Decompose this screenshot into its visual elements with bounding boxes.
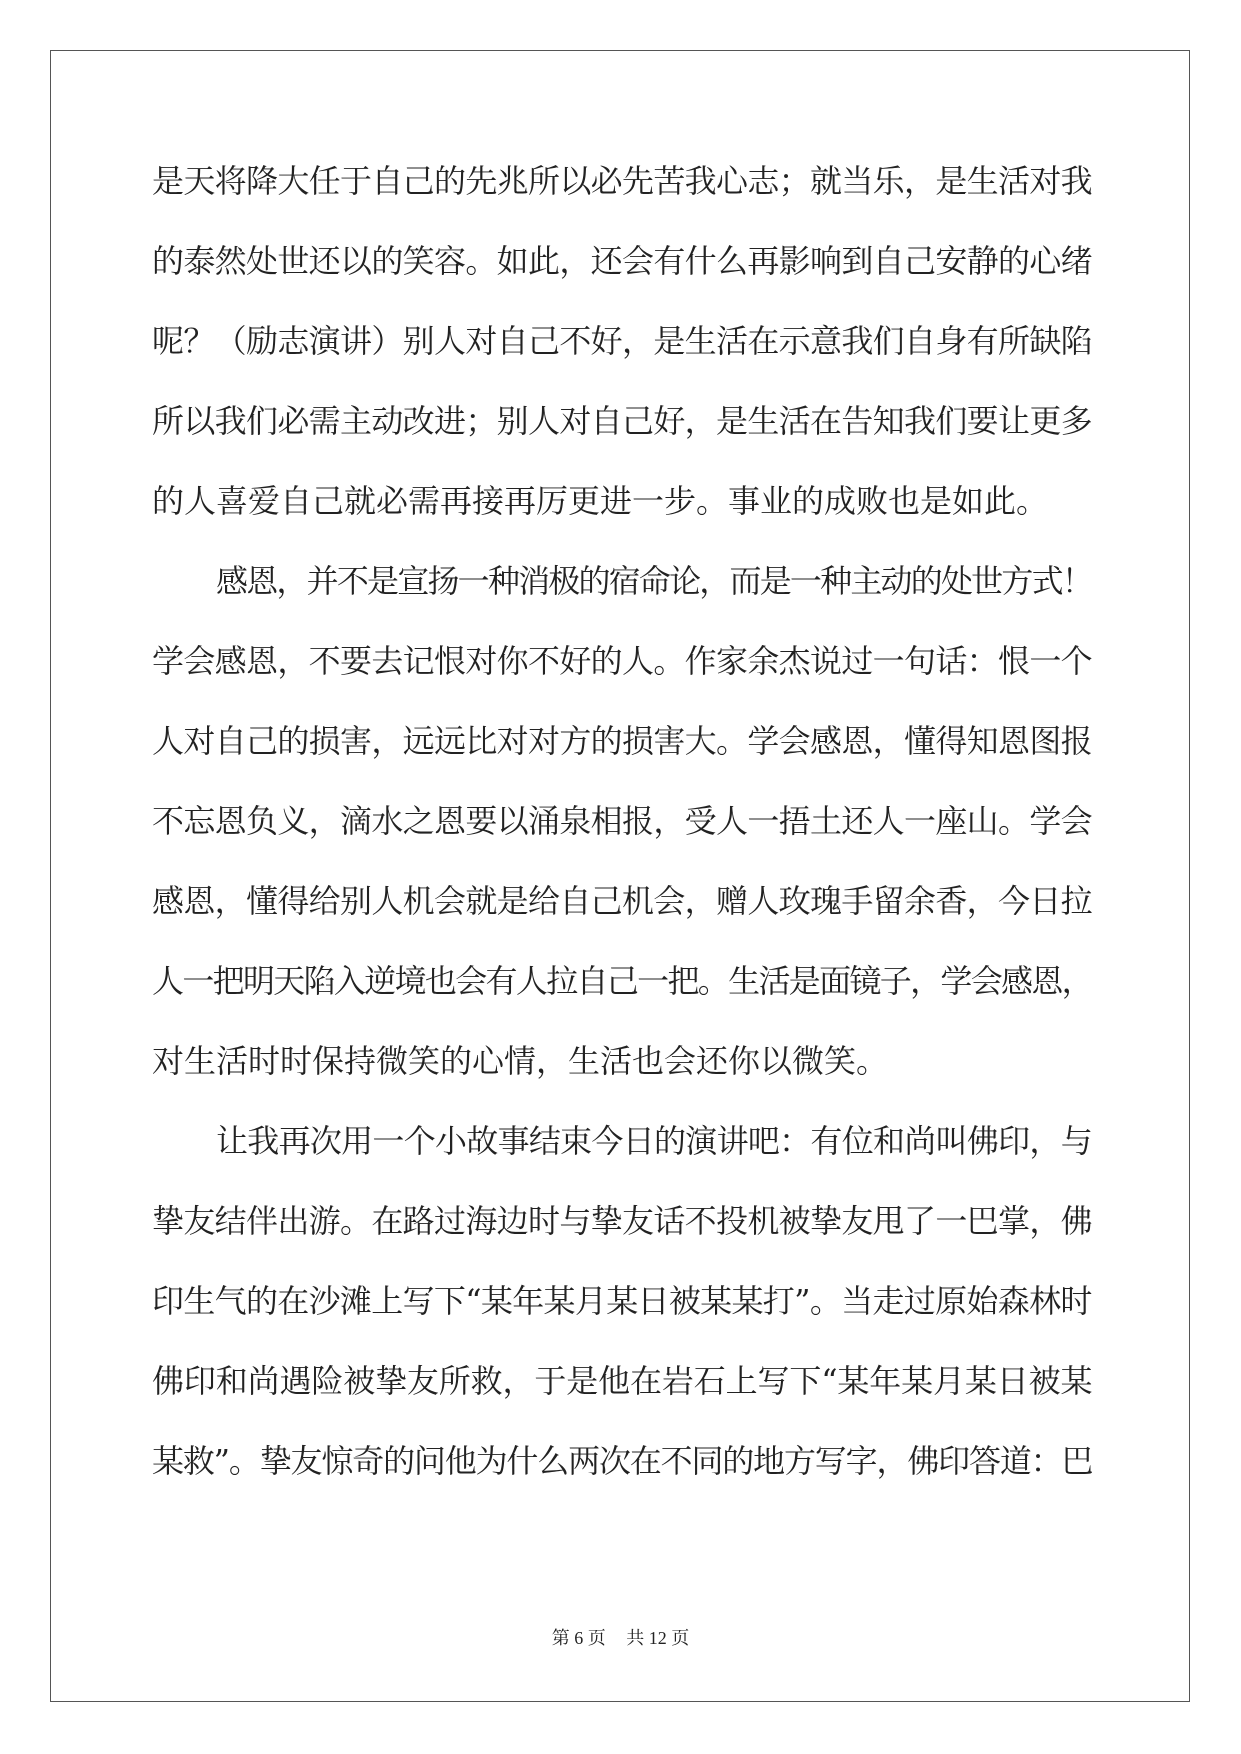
text-line: 的人喜爱自己就必需再接再厉更进一步。事业的成败也是如此。 bbox=[152, 482, 1049, 520]
text-line: 的泰然处世还以的笑容。如此，还会有什么再影响到自己安静的心绪 bbox=[152, 242, 1093, 280]
text-line: 不忘恩负义，滴水之恩要以涌泉相报，受人一捂土还人一座山。学会 bbox=[152, 802, 1093, 840]
paragraph-start-line: 感恩，并不是宣扬一种消极的宿命论，而是一种主动的处世方式！ bbox=[216, 562, 1093, 600]
text-line: 是天将降大任于自己的先兆所以必先苦我心志；就当乐，是生活对我 bbox=[152, 162, 1093, 200]
text-line: 佛印和尚遇险被挚友所救，于是他在岩石上写下“某年某月某日被某 bbox=[152, 1362, 1093, 1400]
text-line: 印生气的在沙滩上写下“某年某月某日被某某打”。当走过原始森林时 bbox=[152, 1282, 1092, 1320]
text-line: 人对自己的损害，远远比对对方的损害大。学会感恩，懂得知恩图报 bbox=[152, 722, 1093, 760]
document-body bbox=[152, 160, 1092, 1520]
text-line: 感恩，懂得给别人机会就是给自己机会，赠人玫瑰手留余香，今日拉 bbox=[152, 882, 1093, 920]
text-line: 呢？（励志演讲）别人对自己不好，是生活在示意我们自身有所缺陷 bbox=[152, 322, 1093, 360]
text-line: 某救”。挚友惊奇的问他为什么两次在不同的地方写字，佛印答道：巴 bbox=[152, 1442, 1093, 1480]
page-footer bbox=[0, 1624, 1241, 1650]
paragraph-start-line: 让我再次用一个小故事结束今日的演讲吧：有位和尚叫佛印，与 bbox=[216, 1122, 1093, 1160]
text-line: 人一把明天陷入逆境也会有人拉自己一把。生活是面镜子，学会感恩， bbox=[152, 962, 1093, 1000]
page-number: 第 6 页 bbox=[551, 1628, 606, 1648]
text-line: 挚友结伴出游。在路过海边时与挚友话不投机被挚友甩了一巴掌，佛 bbox=[152, 1202, 1093, 1240]
text-line: 学会感恩，不要去记恨对你不好的人。作家余杰说过一句话：恨一个 bbox=[152, 642, 1093, 680]
page-total: 共 12 页 bbox=[626, 1628, 690, 1648]
text-line: 所以我们必需主动改进；别人对自己好，是生活在告知我们要让更多 bbox=[152, 402, 1093, 440]
text-line: 对生活时时保持微笑的心情，生活也会还你以微笑。 bbox=[152, 1042, 889, 1080]
